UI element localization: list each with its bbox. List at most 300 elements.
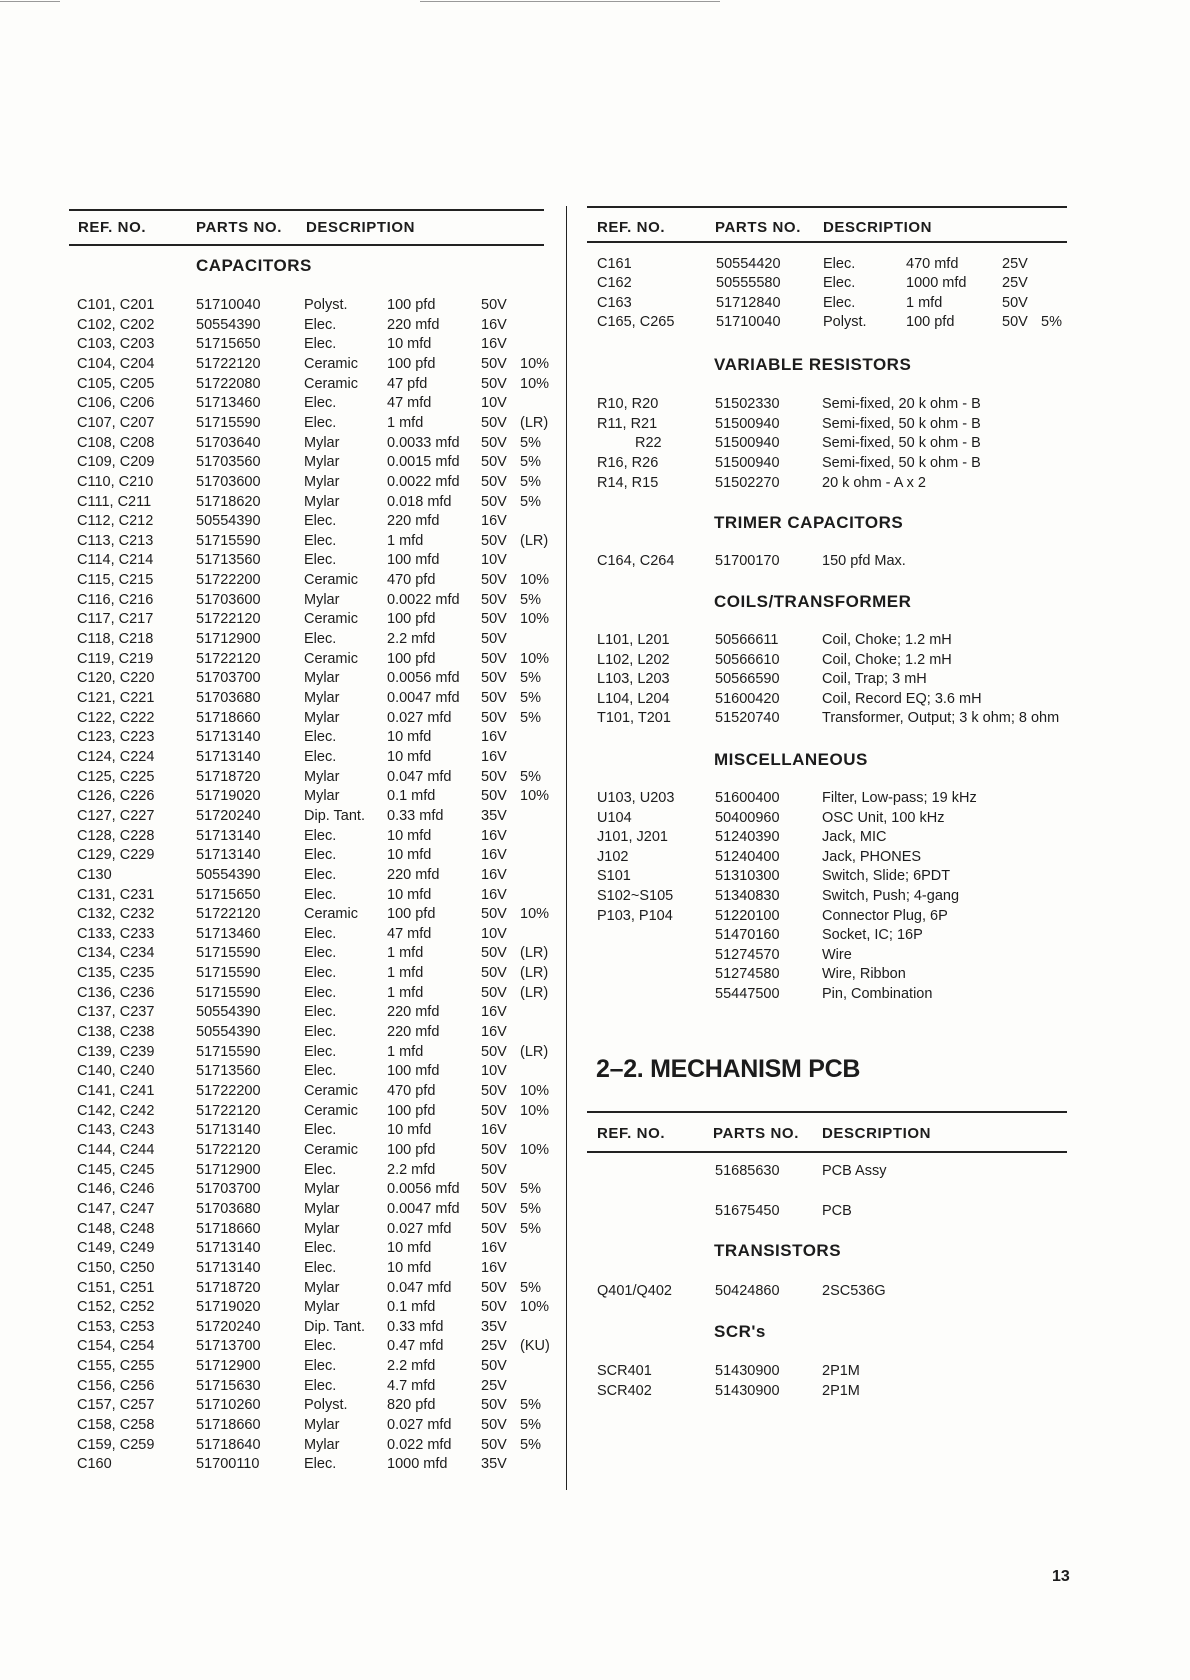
table-cell: C103, C203: [77, 336, 155, 353]
table-cell: 10V: [481, 552, 507, 569]
table-cell: 0.022 mfd: [387, 1436, 452, 1453]
table-cell: 5%: [520, 591, 541, 608]
table-cell: 51713140: [196, 1122, 261, 1139]
table-cell: 5%: [520, 1279, 541, 1296]
table-cell: 0.1 mfd: [387, 788, 436, 805]
table-cell: 51713140: [196, 827, 261, 844]
table-cell: 5%: [520, 768, 541, 785]
table-cell: 50V: [481, 1299, 507, 1316]
scan-artifact: [420, 1, 720, 2]
table-cell: C139, C239: [77, 1043, 155, 1060]
table-cell: C142, C242: [77, 1102, 155, 1119]
table-cell: 51340830: [715, 888, 780, 904]
table-cell: 2P1M: [822, 1363, 860, 1379]
table-cell: 51718660: [196, 709, 261, 726]
left-header-rule: [69, 244, 544, 246]
table-cell: 51470160: [715, 927, 780, 944]
table-cell: C117, C217: [77, 611, 154, 628]
section-miscellaneous: MISCELLANEOUS: [714, 750, 868, 769]
table-cell: 10 mfd: [387, 336, 432, 353]
table-cell: 5%: [520, 473, 541, 490]
table-cell: 51720240: [196, 807, 261, 824]
table-cell: 16V: [481, 886, 507, 903]
table-cell: 0.0056 mfd: [387, 1181, 460, 1198]
table-cell: 0.047 mfd: [387, 768, 452, 785]
table-cell: C131, C231: [77, 886, 155, 903]
table-cell: 51715590: [196, 532, 261, 549]
table-cell: Elec.: [304, 925, 337, 942]
table-cell: 0.33 mfd: [387, 1318, 444, 1335]
table-cell: L103, L203: [597, 671, 670, 688]
table-cell: Mylar: [304, 1279, 340, 1296]
table-cell: 10 mfd: [387, 1240, 432, 1257]
table-cell: 2.2 mfd: [387, 1161, 436, 1178]
table-cell: 50V: [481, 454, 507, 471]
table-cell: 50V: [481, 670, 507, 687]
table-cell: 51703700: [196, 670, 261, 687]
table-cell: 50V: [481, 1397, 507, 1414]
table-cell: 1 mfd: [387, 414, 424, 431]
table-cell: Elec.: [304, 748, 337, 765]
table-cell: 51712900: [196, 1161, 261, 1178]
table-cell: 51715590: [196, 965, 261, 982]
table-cell: 10 mfd: [387, 1259, 432, 1276]
table-cell: 51710260: [196, 1397, 261, 1414]
table-cell: 100 pfd: [387, 355, 436, 372]
table-cell: 50400960: [715, 809, 780, 826]
table-cell: S101: [597, 868, 631, 885]
table-cell: 50V: [481, 1279, 507, 1296]
table-cell: C116, C216: [77, 591, 154, 608]
table-cell: Ceramic: [304, 906, 358, 923]
scan-artifact: [0, 1, 60, 2]
table-cell: 55447500: [715, 986, 780, 1002]
table-cell: Ceramic: [304, 611, 358, 628]
table-cell: Elec.: [304, 965, 337, 982]
table-cell: C154, C254: [77, 1338, 155, 1355]
table-cell: 0.0033 mfd: [387, 434, 460, 451]
table-cell: 2SC536G: [822, 1283, 886, 1299]
table-cell: Elec.: [304, 729, 337, 746]
table-cell: 16V: [481, 748, 507, 765]
table-cell: 10%: [520, 1102, 550, 1119]
right-header-parts: PARTS NO.: [715, 219, 801, 236]
table-cell: 5%: [520, 1417, 541, 1434]
table-cell: 51722120: [196, 1141, 261, 1158]
table-cell: 10 mfd: [387, 847, 432, 864]
table-cell: Mylar: [304, 670, 340, 687]
table-cell: 0.027 mfd: [387, 709, 452, 726]
section-trimer-capacitors: TRIMER CAPACITORS: [714, 513, 904, 532]
table-cell: 50V: [481, 1417, 507, 1434]
table-cell: Semi-fixed, 50 k ohm - B: [822, 415, 981, 432]
table-cell: C110, C210: [77, 473, 154, 490]
table-cell: 50V: [481, 1200, 507, 1217]
table-cell: 10%: [520, 650, 550, 667]
table-cell: 50V: [481, 788, 507, 805]
table-cell: 50V: [481, 1043, 507, 1060]
table-cell: 50V: [481, 965, 507, 982]
table-cell: 51722120: [196, 906, 261, 923]
table-cell: 51718640: [196, 1436, 261, 1453]
table-cell: (LR): [520, 965, 549, 982]
table-cell: C136, C236: [77, 984, 155, 1001]
table-cell: 10%: [520, 572, 550, 589]
table-cell: 220 mfd: [387, 316, 440, 333]
table-cell: Ceramic: [304, 375, 358, 392]
table-cell: 5%: [520, 1220, 541, 1237]
table-cell: C125, C225: [77, 768, 155, 785]
table-cell: Wire: [822, 946, 852, 963]
table-cell: C106, C206: [77, 395, 155, 412]
table-cell: 51713140: [196, 748, 261, 765]
table-cell: Coil, Record EQ; 3.6 mH: [822, 690, 982, 707]
table-cell: 51713460: [196, 925, 261, 942]
table-cell: (LR): [520, 1043, 549, 1060]
table-cell: C118, C218: [77, 631, 154, 648]
table-cell: C150, C250: [77, 1259, 155, 1276]
table-cell: P103, P104: [597, 907, 673, 924]
table-cell: 51500940: [715, 435, 780, 452]
table-cell: 1000 mfd: [906, 275, 967, 292]
table-cell: Dip. Tant.: [304, 1318, 365, 1335]
table-cell: 100 pfd: [387, 650, 436, 667]
table-cell: Elec.: [304, 1004, 337, 1021]
table-cell: Jack, MIC: [822, 829, 887, 846]
section-variable-resistors: VARIABLE RESISTORS: [714, 355, 912, 374]
table-cell: 5%: [520, 709, 541, 726]
table-cell: 51430900: [715, 1382, 780, 1399]
mech-header-desc: DESCRIPTION: [822, 1125, 932, 1142]
table-cell: 51715630: [196, 1377, 261, 1394]
table-cell: 51718660: [196, 1417, 261, 1434]
table-cell: 100 mfd: [387, 552, 440, 569]
table-cell: Mylar: [304, 690, 340, 706]
table-cell: 16V: [481, 336, 507, 353]
table-cell: 50V: [1002, 294, 1028, 311]
table-cell: 100 pfd: [387, 611, 436, 628]
table-cell: 51719020: [196, 788, 261, 805]
table-cell: C162: [597, 275, 632, 292]
table-cell: 1 mfd: [387, 984, 424, 1001]
table-cell: Elec.: [304, 1456, 337, 1473]
table-cell: 50V: [481, 572, 507, 589]
table-cell: Mylar: [304, 1181, 340, 1198]
table-cell: 35V: [481, 807, 507, 824]
table-cell: 100 mfd: [387, 1063, 440, 1080]
table-cell: C134, C234: [77, 945, 155, 962]
right-header-rule: [587, 241, 1067, 243]
table-cell: 47 pfd: [387, 375, 428, 392]
table-cell: 50V: [481, 906, 507, 923]
table-cell: 51675450: [715, 1203, 780, 1219]
table-cell: 51703640: [196, 434, 261, 451]
table-cell: C152, C252: [77, 1299, 155, 1316]
table-cell: 0.0047 mfd: [387, 690, 460, 706]
right-header-desc: DESCRIPTION: [823, 219, 933, 236]
table-cell: C146, C246: [77, 1181, 155, 1198]
table-cell: Elec.: [304, 1063, 337, 1080]
table-cell: 16V: [481, 847, 507, 864]
table-cell: 1 mfd: [387, 532, 424, 549]
table-cell: Dip. Tant.: [304, 807, 365, 824]
table-cell: 0.0022 mfd: [387, 591, 460, 608]
table-cell: Coil, Trap; 3 mH: [822, 671, 927, 688]
table-cell: Semi-fixed, 20 k ohm - B: [822, 396, 981, 412]
table-cell: Elec.: [304, 336, 337, 353]
table-cell: 220 mfd: [387, 1004, 440, 1021]
table-cell: 51500940: [715, 415, 780, 432]
table-cell: Filter, Low-pass; 19 kHz: [822, 790, 977, 806]
table-cell: 0.0022 mfd: [387, 473, 460, 490]
table-cell: 16V: [481, 1024, 507, 1041]
table-cell: R14, R15: [597, 474, 659, 491]
table-cell: 50V: [481, 375, 507, 392]
table-cell: Mylar: [304, 768, 340, 785]
table-cell: 0.0015 mfd: [387, 454, 460, 471]
table-cell: C135, C235: [77, 965, 155, 982]
table-cell: 51500940: [715, 455, 780, 472]
table-cell: 50554420: [716, 256, 781, 272]
table-cell: C124, C224: [77, 748, 155, 765]
table-cell: 50V: [481, 631, 507, 648]
table-cell: 25V: [481, 1377, 507, 1394]
table-cell: 50V: [481, 1083, 507, 1099]
left-header-desc: DESCRIPTION: [306, 219, 416, 236]
table-cell: C151, C251: [77, 1279, 155, 1296]
table-cell: Elec.: [304, 631, 337, 648]
table-cell: C155, C255: [77, 1358, 155, 1375]
table-cell: C137, C237: [77, 1004, 155, 1021]
table-cell: 51240390: [715, 829, 780, 846]
table-cell: 51713560: [196, 552, 261, 569]
table-cell: Elec.: [304, 414, 337, 431]
table-cell: Elec.: [304, 1122, 337, 1139]
table-cell: 50V: [481, 1102, 507, 1119]
table-cell: C156, C256: [77, 1377, 155, 1394]
table-cell: Ceramic: [304, 650, 358, 667]
table-cell: Elec.: [304, 1259, 337, 1276]
table-cell: 50V: [481, 690, 507, 706]
table-cell: 50566611: [715, 632, 779, 648]
table-cell: 50V: [481, 709, 507, 726]
table-cell: 50V: [481, 1358, 507, 1375]
table-cell: C113, C213: [77, 532, 154, 549]
table-cell: Switch, Slide; 6PDT: [822, 868, 951, 885]
table-cell: Ceramic: [304, 1102, 358, 1119]
table-cell: 10%: [520, 1141, 550, 1158]
table-cell: 51703600: [196, 591, 261, 608]
table-cell: 100 pfd: [906, 313, 955, 330]
table-cell: 51713140: [196, 1240, 261, 1257]
table-cell: Mylar: [304, 591, 340, 608]
table-cell: 100 pfd: [387, 906, 436, 923]
table-cell: Elec.: [823, 294, 856, 311]
table-cell: C111, C211: [77, 493, 152, 510]
table-cell: 50V: [481, 984, 507, 1001]
table-cell: 51713140: [196, 729, 261, 746]
table-cell: 47 mfd: [387, 395, 432, 412]
table-cell: Polyst.: [823, 313, 867, 330]
table-cell: 0.47 mfd: [387, 1338, 444, 1355]
table-cell: L102, L202: [597, 651, 670, 668]
table-cell: 10V: [481, 925, 507, 942]
table-cell: Semi-fixed, 50 k ohm - B: [822, 455, 981, 472]
table-cell: 51430900: [715, 1363, 780, 1379]
table-cell: 16V: [481, 827, 507, 844]
table-cell: 2.2 mfd: [387, 631, 436, 648]
table-cell: 0.0047 mfd: [387, 1200, 460, 1217]
table-cell: R11, R21: [597, 415, 658, 432]
left-header-ref: REF. NO.: [78, 219, 147, 236]
table-cell: 51700170: [715, 553, 780, 569]
table-cell: 50554390: [196, 1024, 261, 1041]
table-cell: 51722200: [196, 1083, 261, 1099]
table-cell: C109, C209: [77, 454, 155, 471]
table-cell: 0.1 mfd: [387, 1299, 436, 1316]
table-cell: 0.027 mfd: [387, 1417, 452, 1434]
column-divider: [566, 206, 567, 1490]
table-cell: C128, C228: [77, 827, 155, 844]
table-cell: C115, C215: [77, 572, 154, 589]
table-cell: 10 mfd: [387, 827, 432, 844]
table-cell: 51715590: [196, 945, 261, 962]
table-cell: 20 k ohm - A x 2: [822, 474, 926, 491]
table-cell: 10 mfd: [387, 748, 432, 765]
table-cell: Ceramic: [304, 1141, 358, 1158]
table-cell: Wire, Ribbon: [822, 966, 906, 983]
table-cell: Transformer, Output; 3 k ohm; 8 ohm: [822, 710, 1060, 727]
table-cell: Connector Plug, 6P: [822, 907, 948, 924]
table-cell: 10 mfd: [387, 1122, 432, 1139]
table-cell: 10%: [520, 788, 550, 805]
table-cell: 51718620: [196, 493, 261, 510]
table-cell: 50V: [481, 1436, 507, 1453]
table-cell: C130: [77, 866, 112, 883]
table-cell: 0.047 mfd: [387, 1279, 452, 1296]
table-cell: 10 mfd: [387, 729, 432, 746]
mech-header-rule: [587, 1151, 1067, 1153]
table-cell: 50V: [481, 434, 507, 451]
table-cell: 220 mfd: [387, 866, 440, 883]
table-cell: 51722080: [196, 375, 261, 392]
table-cell: 10%: [520, 355, 550, 372]
page-number: 13: [1052, 1568, 1070, 1585]
table-cell: 51715650: [196, 336, 261, 353]
table-cell: 51502270: [715, 474, 780, 491]
table-cell: Coil, Choke; 1.2 mH: [822, 651, 952, 668]
table-cell: 1 mfd: [387, 965, 424, 982]
table-cell: 51719020: [196, 1299, 261, 1316]
table-cell: 470 pfd: [387, 1083, 436, 1099]
table-cell: Elec.: [304, 1338, 337, 1355]
table-cell: 50V: [481, 297, 507, 313]
table-cell: 51722120: [196, 650, 261, 667]
table-cell: 0.0056 mfd: [387, 670, 460, 687]
table-cell: C133, C233: [77, 925, 155, 942]
section-capacitors: CAPACITORS: [196, 256, 312, 275]
table-cell: 16V: [481, 513, 507, 530]
table-cell: Polyst.: [304, 1397, 348, 1414]
table-cell: C141, C241: [77, 1083, 155, 1099]
right-top-rule: [587, 206, 1067, 208]
table-cell: L101, L201: [597, 632, 670, 648]
table-cell: Elec.: [304, 984, 337, 1001]
table-cell: Elec.: [304, 1358, 337, 1375]
table-cell: C102, C202: [77, 316, 155, 333]
section-scrs: SCR's: [714, 1322, 766, 1341]
table-cell: Elec.: [304, 513, 337, 530]
table-cell: 25V: [1002, 275, 1028, 292]
table-cell: C107, C207: [77, 414, 155, 431]
table-cell: 35V: [481, 1318, 507, 1335]
table-cell: Mylar: [304, 473, 340, 490]
right-header-ref: REF. NO.: [597, 219, 666, 236]
table-cell: C144, C244: [77, 1141, 155, 1158]
table-cell: 51722120: [196, 355, 261, 372]
table-cell: 51722200: [196, 572, 261, 589]
table-cell: C160: [77, 1456, 112, 1473]
table-cell: 50554390: [196, 866, 261, 883]
table-cell: 220 mfd: [387, 513, 440, 530]
table-cell: 51710040: [196, 297, 261, 313]
table-cell: 51240400: [715, 848, 780, 865]
table-cell: PCB: [822, 1203, 852, 1219]
mech-top-rule: [587, 1111, 1067, 1113]
table-cell: Elec.: [304, 886, 337, 903]
table-cell: C120, C220: [77, 670, 155, 687]
table-cell: C164, C264: [597, 553, 675, 569]
table-cell: 16V: [481, 729, 507, 746]
table-cell: 51720240: [196, 1318, 261, 1335]
mech-header-parts: PARTS NO.: [713, 1125, 799, 1142]
table-cell: 1 mfd: [387, 1043, 424, 1060]
table-cell: 50V: [481, 414, 507, 431]
table-cell: 100 pfd: [387, 297, 436, 313]
table-cell: 51274570: [715, 946, 780, 963]
table-cell: Elec.: [304, 532, 337, 549]
table-cell: C161: [597, 256, 632, 272]
table-cell: 5%: [520, 1436, 541, 1453]
table-cell: 1 mfd: [906, 294, 943, 311]
table-cell: 50V: [481, 532, 507, 549]
table-cell: 51712840: [716, 294, 781, 311]
table-cell: J101, J201: [597, 829, 668, 846]
table-cell: 50V: [481, 1181, 507, 1198]
table-cell: 5%: [520, 493, 541, 510]
table-cell: 51703680: [196, 1200, 261, 1217]
table-cell: 5%: [520, 434, 541, 451]
table-cell: Elec.: [304, 1377, 337, 1394]
table-cell: C159, C259: [77, 1436, 155, 1453]
table-cell: 1 mfd: [387, 945, 424, 962]
table-cell: T101, T201: [597, 710, 671, 727]
table-cell: Mylar: [304, 493, 340, 510]
table-cell: 50V: [1002, 313, 1028, 330]
table-cell: 16V: [481, 866, 507, 883]
table-cell: 50554390: [196, 513, 261, 530]
table-cell: Elec.: [304, 1161, 337, 1178]
table-cell: U103, U203: [597, 790, 675, 806]
table-cell: C163: [597, 294, 632, 311]
table-cell: 4.7 mfd: [387, 1377, 436, 1394]
table-cell: Elec.: [823, 275, 856, 292]
table-cell: 51600420: [715, 690, 780, 707]
table-cell: Mylar: [304, 454, 340, 471]
table-cell: 25V: [481, 1338, 507, 1355]
table-cell: 10V: [481, 395, 507, 412]
table-cell: C132, C232: [77, 906, 155, 923]
